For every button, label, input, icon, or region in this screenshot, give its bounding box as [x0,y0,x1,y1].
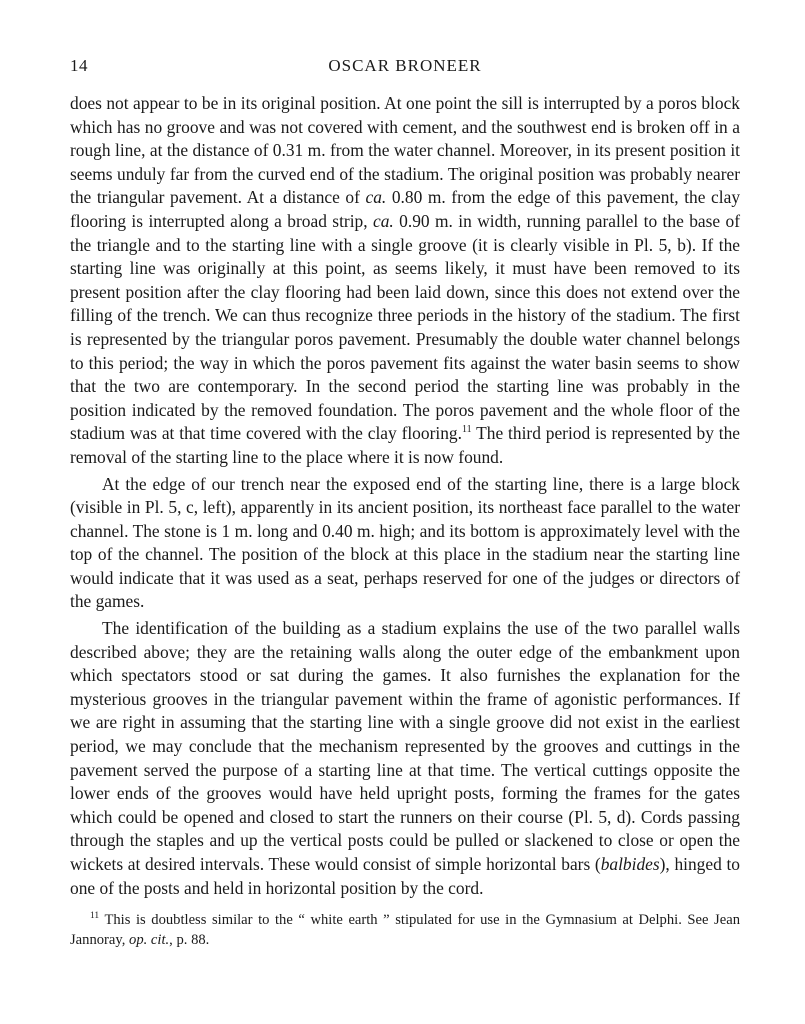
paragraph-1 [70,92,740,470]
text-run: 0.80 m. from the edge of this pavement, the clay flooring is interrupted along a broad strip, [70,187,741,231]
text-run: The third period is represented by the removal of the starting line to the place where it is now found. [70,423,740,467]
footnotes [70,910,740,950]
text-run: 0.90 m. in width, running parallel to the base of the triangle and to the starting line with a single groove (it is clearly visible in Pl. 5, b). If the starting line was originally at this point, as seems likely, it must have been removed to its present position after the clay flooring had been laid down, since this does not extend over the filling of the trench. We can thus recognize three periods in the history of the stadium. The first is represented by the triangular poros pavement. Presumably the double water channel belongs to this period; the way in which the poros pavement fits against the water basin seems to show that the two are contemporary. In the second period the starting line was probably in the position indicated by the removed foundation. The poros pavement and the whole floor of the stadium was at that time covered with the clay flooring. [70,210,740,444]
text-run-italic: op. cit. [129,932,170,949]
text-run: The identification of the building as a stadium explains the use of the two parallel walls described above; they are the retaining walls along the outer edge of the embankment upon which spectators stood or sat during the games. It also furnishes the explanation for the mysterious grooves in the triangular pavement within the frame of agonistic performances. If we are right in assuming that the starting line with a single groove did not exist in the earliest period, we may conclude that the mechanism represented by the grooves and cuttings in the pavement served the purpose of a starting line at that time. The vertical cuttings opposite the lower ends of the grooves would have held upright posts, forming the frames for the gates which could be opened and closed to start the runners on their course (Pl. 5, d). Cords passing through the staples and up the vertical posts could be pulled or slackened to close or open the wickets at desired intervals. These would consist of simple horizontal bars ( [70,618,740,874]
text-run: This is doubtless similar to the “ white earth ” stipulated for use in the Gymnasium at Delphi. See Jean Jannoray, [70,912,740,949]
text-run-italic: ca. [365,187,387,208]
text-run: , p. 88. [169,932,210,949]
text-run-italic: ca. [372,210,394,231]
text-run: At the edge of our trench near the exposed end of the starting line, there is a large block (visible in Pl. 5, c, left), apparently in its ancient position, its northeast face parallel to the water channel. The stone is 1 m. long and 0.40 m. high; and its bottom is approximately level with the top of the channel. The position of the block at this place in the stadium near the starting line would indicate that it was used as a seat, perhaps reserved for one of the judges or directors of the games. [70,473,740,612]
text-run-italic: balbides [600,854,660,874]
text-run: does not appear to be in its original position. At one point the sill is interrupted by a poros block which has no groove and was not covered with cement, and the southwest end is broken off in a rough line, at the distance of 0.31 m. from the water channel. Moreover, in its present position it seems unduly far from the curved end of the stadium. The original position was probably nearer the triangular pavement. At a distance of [70,93,740,208]
footnote-11 [70,910,740,950]
paragraph-2 [70,473,740,615]
body-text [70,92,740,900]
running-title: OSCAR BRONEER [328,56,482,75]
paragraph-3 [70,617,740,900]
page-number: 14 [70,56,88,75]
text-run: ), hinged to one of the posts and held in horizontal position by the cord. [70,854,740,898]
footnote-reference[interactable]: 11 [461,424,472,436]
page [70,50,740,950]
footnote-number: 11 [90,911,100,922]
running-head [70,50,740,80]
